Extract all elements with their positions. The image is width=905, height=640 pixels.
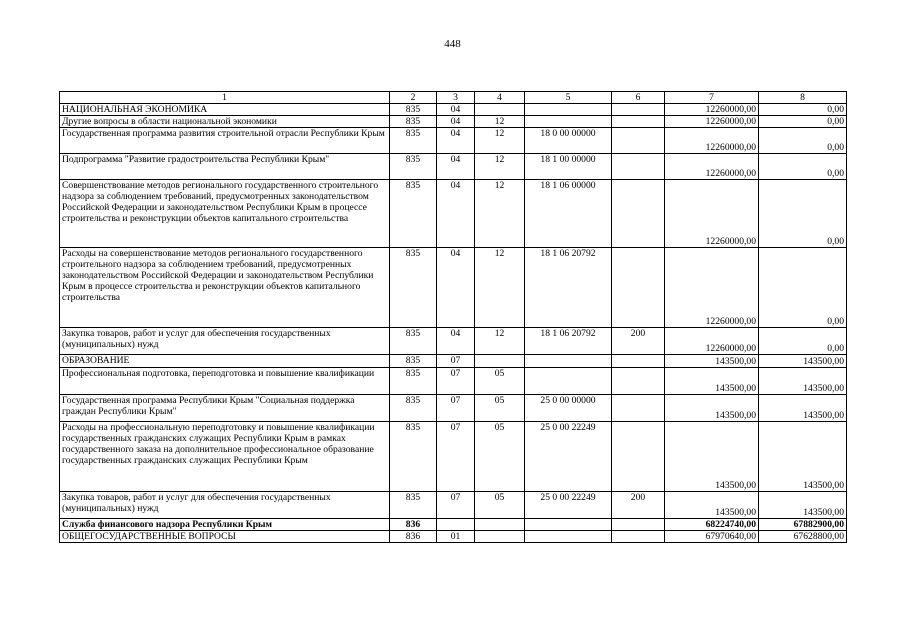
- cell-subsection: [475, 355, 525, 368]
- table-header-row: [60, 92, 847, 104]
- cell-expense-type: [612, 395, 665, 422]
- cell-target: [525, 531, 612, 543]
- cell-subsection: 12: [475, 248, 525, 328]
- cell-target: 25 0 00 00000: [525, 395, 612, 422]
- table-row: [60, 128, 847, 154]
- cell-target: 18 1 06 00000: [525, 180, 612, 248]
- cell-code: 835: [390, 422, 437, 492]
- cell-description: Закупка товаров, работ и услуг для обеспечения государственных (муниципальных) нужд: [60, 328, 390, 355]
- cell-target: [525, 368, 612, 395]
- cell-amount-7: 143500,00: [665, 492, 759, 519]
- table-row: [60, 492, 847, 519]
- cell-code: 835: [390, 128, 437, 154]
- table-row: [60, 355, 847, 368]
- cell-code: 835: [390, 395, 437, 422]
- cell-code: 835: [390, 154, 437, 180]
- cell-expense-type: [612, 531, 665, 543]
- cell-code: 835: [390, 248, 437, 328]
- header-cell: 1: [60, 92, 390, 104]
- cell-amount-8: 67882900,00: [759, 519, 847, 531]
- table-row: [60, 116, 847, 128]
- cell-description: Другие вопросы в области национальной экономики: [60, 116, 390, 128]
- cell-section: 04: [437, 328, 475, 355]
- cell-amount-8: 67628800,00: [759, 531, 847, 543]
- cell-amount-8: 0,00: [759, 180, 847, 248]
- cell-section: 04: [437, 248, 475, 328]
- cell-section: 04: [437, 116, 475, 128]
- cell-amount-8: 143500,00: [759, 395, 847, 422]
- cell-description: Государственная программа Республики Крым "Социальная поддержка граждан Республики Крым": [60, 395, 390, 422]
- cell-description: Расходы на профессиональную переподготовку и повышение квалификации государственных гражданских служащих Республики Крым в рамках государственного заказа на дополнительное профессиональное образование государственных гражданских служащих Республики Крым: [60, 422, 390, 492]
- table-row: [60, 422, 847, 492]
- header-cell: 5: [525, 92, 612, 104]
- table-row: [60, 368, 847, 395]
- cell-description: Подпрограмма "Развитие градостроительства Республики Крым": [60, 154, 390, 180]
- cell-amount-8: 0,00: [759, 128, 847, 154]
- cell-subsection: 12: [475, 328, 525, 355]
- cell-expense-type: [612, 422, 665, 492]
- header-cell: 3: [437, 92, 475, 104]
- cell-code: 835: [390, 355, 437, 368]
- cell-section: 04: [437, 180, 475, 248]
- cell-amount-7: 143500,00: [665, 395, 759, 422]
- cell-amount-7: 12260000,00: [665, 116, 759, 128]
- cell-section: 07: [437, 368, 475, 395]
- cell-amount-8: 143500,00: [759, 492, 847, 519]
- cell-amount-8: 0,00: [759, 328, 847, 355]
- header-cell: 2: [390, 92, 437, 104]
- cell-target: [525, 116, 612, 128]
- cell-code: 835: [390, 368, 437, 395]
- cell-expense-type: [612, 154, 665, 180]
- cell-amount-8: 143500,00: [759, 368, 847, 395]
- cell-amount-8: 0,00: [759, 116, 847, 128]
- cell-description: Государственная программа развития строительной отрасли Республики Крым: [60, 128, 390, 154]
- cell-code: 835: [390, 492, 437, 519]
- cell-amount-7: 12260000,00: [665, 180, 759, 248]
- page-number: 448: [444, 38, 461, 50]
- cell-expense-type: [612, 104, 665, 116]
- cell-expense-type: [612, 180, 665, 248]
- cell-amount-7: 12260000,00: [665, 104, 759, 116]
- budget-table: [59, 91, 847, 543]
- cell-target: 25 0 00 22249: [525, 492, 612, 519]
- table-row: [60, 104, 847, 116]
- table-row: [60, 531, 847, 543]
- cell-description: Профессиональная подготовка, переподготовка и повышение квалификации: [60, 368, 390, 395]
- cell-subsection: [475, 104, 525, 116]
- header-cell: 8: [759, 92, 847, 104]
- table-row: [60, 180, 847, 248]
- cell-code: 836: [390, 531, 437, 543]
- cell-amount-8: 143500,00: [759, 355, 847, 368]
- cell-amount-8: 0,00: [759, 104, 847, 116]
- cell-expense-type: [612, 519, 665, 531]
- cell-target: 18 1 06 20792: [525, 328, 612, 355]
- cell-amount-7: 67970640,00: [665, 531, 759, 543]
- cell-subsection: 12: [475, 128, 525, 154]
- cell-description: Служба финансового надзора Республики Крым: [60, 519, 390, 531]
- cell-section: 07: [437, 422, 475, 492]
- cell-description: Закупка товаров, работ и услуг для обеспечения государственных (муниципальных) нужд: [60, 492, 390, 519]
- cell-subsection: 05: [475, 368, 525, 395]
- cell-amount-8: 143500,00: [759, 422, 847, 492]
- cell-amount-8: 0,00: [759, 154, 847, 180]
- cell-expense-type: [612, 368, 665, 395]
- cell-expense-type: [612, 248, 665, 328]
- cell-subsection: [475, 531, 525, 543]
- cell-section: 04: [437, 104, 475, 116]
- header-cell: 4: [475, 92, 525, 104]
- cell-subsection: [475, 519, 525, 531]
- cell-section: 07: [437, 355, 475, 368]
- cell-code: 835: [390, 116, 437, 128]
- cell-amount-7: 143500,00: [665, 422, 759, 492]
- table-row: [60, 328, 847, 355]
- cell-amount-7: 68224740,00: [665, 519, 759, 531]
- cell-section: 04: [437, 154, 475, 180]
- cell-code: 836: [390, 519, 437, 531]
- cell-amount-7: 143500,00: [665, 355, 759, 368]
- cell-amount-8: 0,00: [759, 248, 847, 328]
- cell-subsection: 12: [475, 180, 525, 248]
- cell-amount-7: 12260000,00: [665, 128, 759, 154]
- cell-expense-type: 200: [612, 328, 665, 355]
- cell-target: 18 1 00 00000: [525, 154, 612, 180]
- cell-description: ОБЩЕГОСУДАРСТВЕННЫЕ ВОПРОСЫ: [60, 531, 390, 543]
- cell-expense-type: [612, 116, 665, 128]
- header-cell: 7: [665, 92, 759, 104]
- cell-amount-7: 143500,00: [665, 368, 759, 395]
- cell-code: 835: [390, 328, 437, 355]
- cell-description: ОБРАЗОВАНИЕ: [60, 355, 390, 368]
- cell-subsection: 12: [475, 116, 525, 128]
- cell-subsection: 05: [475, 492, 525, 519]
- cell-code: 835: [390, 180, 437, 248]
- cell-section: 07: [437, 395, 475, 422]
- cell-expense-type: 200: [612, 492, 665, 519]
- cell-expense-type: [612, 128, 665, 154]
- cell-subsection: 12: [475, 154, 525, 180]
- cell-target: 25 0 00 22249: [525, 422, 612, 492]
- table-row: [60, 519, 847, 531]
- cell-expense-type: [612, 355, 665, 368]
- cell-target: [525, 355, 612, 368]
- cell-amount-7: 12260000,00: [665, 154, 759, 180]
- cell-amount-7: 12260000,00: [665, 248, 759, 328]
- table-row: [60, 248, 847, 328]
- cell-amount-7: 12260000,00: [665, 328, 759, 355]
- cell-description: НАЦИОНАЛЬНАЯ ЭКОНОМИКА: [60, 104, 390, 116]
- cell-section: 07: [437, 492, 475, 519]
- cell-section: 04: [437, 128, 475, 154]
- cell-section: 01: [437, 531, 475, 543]
- header-cell: 6: [612, 92, 665, 104]
- cell-section: [437, 519, 475, 531]
- cell-target: [525, 519, 612, 531]
- table-row: [60, 395, 847, 422]
- cell-description: Совершенствование методов регионального государственного строительного надзора за соблюдением требований, предусмотренных законодательством Российской Федерации и законодательством Республики Крым в процессе строительства и реконструкции объектов капитального строительства: [60, 180, 390, 248]
- cell-code: 835: [390, 104, 437, 116]
- table-row: [60, 154, 847, 180]
- cell-description: Расходы на совершенствование методов регионального государственного строительного надзора за соблюдением требований, предусмотренных законодательством Российской Федерации и законодательством Республики Крым в процессе строительства и реконструкции объектов капитального строительства: [60, 248, 390, 328]
- cell-subsection: 05: [475, 395, 525, 422]
- cell-target: 18 0 00 00000: [525, 128, 612, 154]
- cell-target: [525, 104, 612, 116]
- cell-subsection: 05: [475, 422, 525, 492]
- cell-target: 18 1 06 20792: [525, 248, 612, 328]
